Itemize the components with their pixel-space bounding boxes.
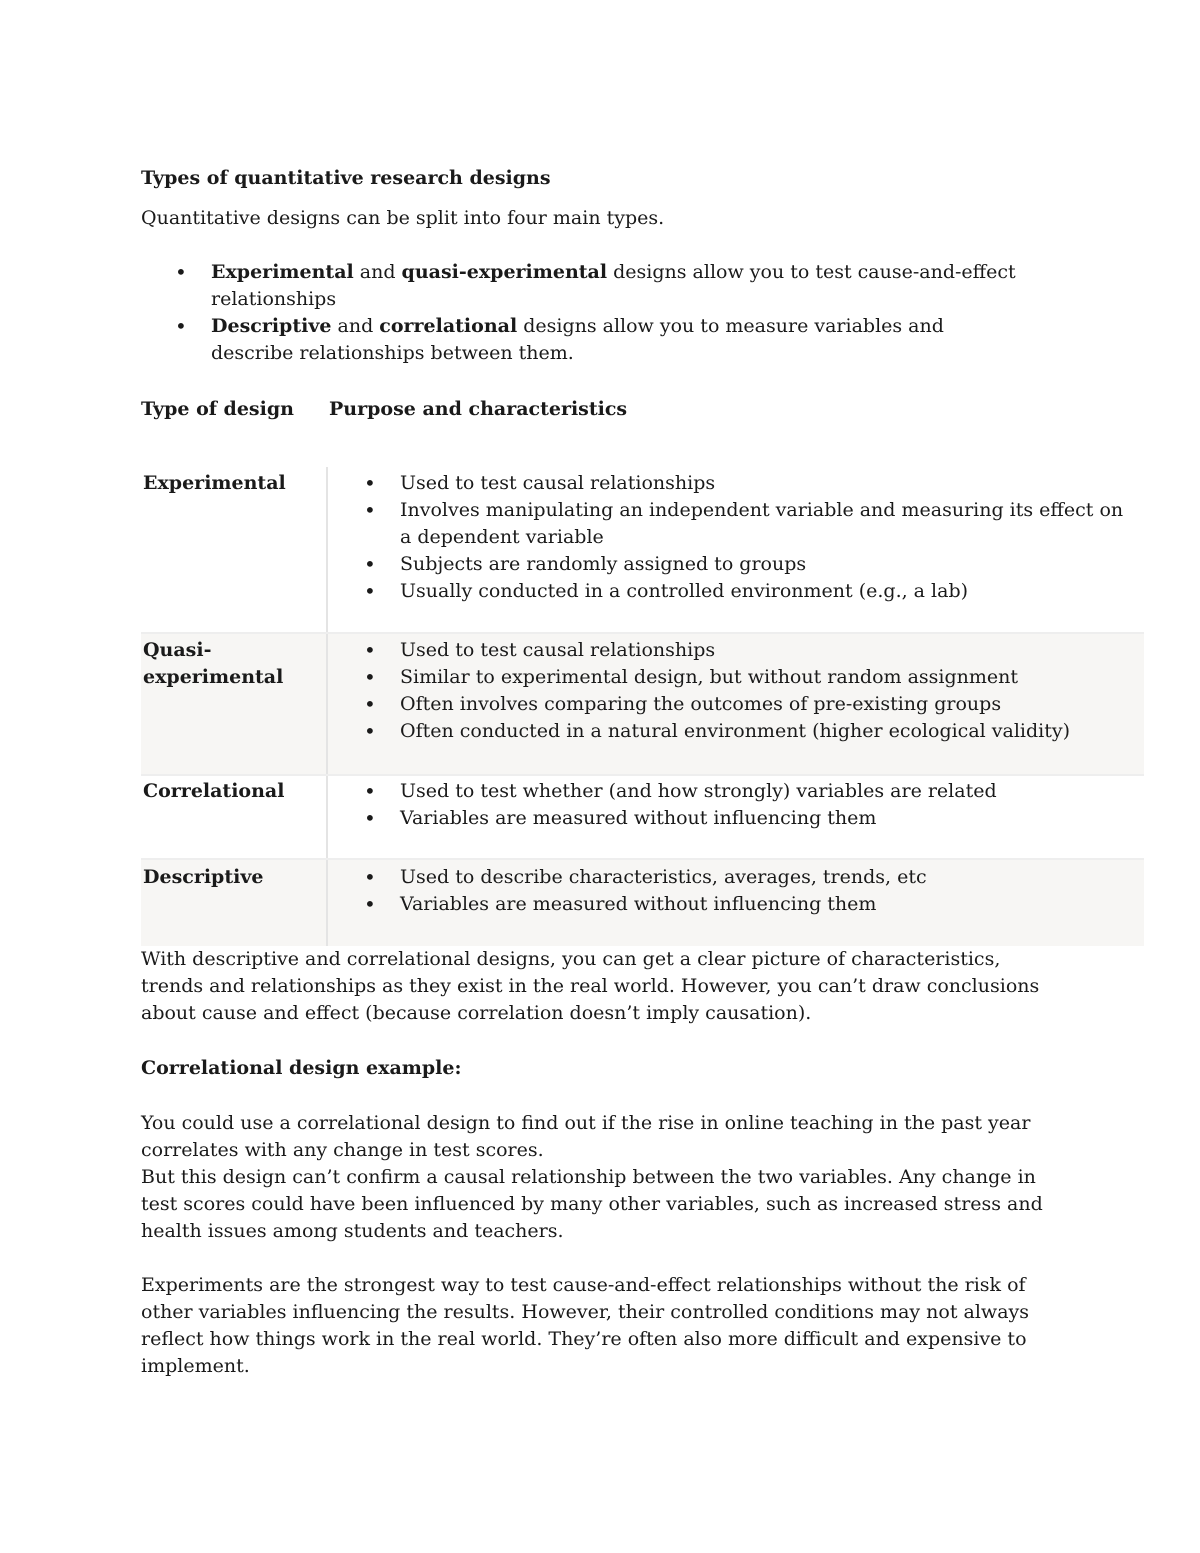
table-header-type: Type of design <box>141 398 294 420</box>
list-item: • Descriptive and correlational designs allow you to measure variables and describe relationships between them. <box>141 313 1021 367</box>
list-item: • Used to test causal relationships <box>328 470 1144 497</box>
list-item: • Used to test causal relationships <box>328 637 1144 664</box>
list-item: • Involves manipulating an independent variable and measuring its effect on a dependent variable <box>328 497 1144 551</box>
type-label: Experimental <box>143 472 286 494</box>
example-heading: Correlational design example: <box>141 1057 462 1079</box>
type-cell <box>141 776 328 858</box>
type-cell <box>141 860 328 946</box>
table-row <box>141 467 1144 632</box>
intro-paragraph: Quantitative designs can be split into four main types. <box>141 207 665 229</box>
list-item: • Used to describe characteristics, averages, trends, etc <box>328 864 1144 891</box>
characteristics-cell <box>328 470 1144 605</box>
characteristics-cell <box>328 864 1144 918</box>
example-paragraph-2: But this design can’t confirm a causal relationship between the two variables. Any change in test scores could have been influenced by many other variables, such as increased stress and health issues among students and teachers. <box>141 1166 1043 1242</box>
type-label: Quasi-experimental <box>143 639 284 688</box>
list-item: • Often conducted in a natural environment (higher ecological validity) <box>328 718 1144 745</box>
list-item: • Usually conducted in a controlled environment (e.g., a lab) <box>328 578 1144 605</box>
list-item: • Variables are measured without influencing them <box>328 805 1144 832</box>
list-item: • Subjects are randomly assigned to groups <box>328 551 1144 578</box>
list-item: • Variables are measured without influencing them <box>328 891 1144 918</box>
section-heading: Types of quantitative research designs <box>141 167 551 189</box>
list-item: • Often involves comparing the outcomes of pre-existing groups <box>328 691 1144 718</box>
example-paragraph-1: You could use a correlational design to find out if the rise in online teaching in the past year correlates with any change in test scores. <box>141 1112 1031 1161</box>
characteristics-cell <box>328 637 1144 745</box>
design-types-list <box>141 259 1021 367</box>
characteristics-cell <box>328 778 1144 832</box>
table-row <box>141 776 1144 858</box>
table-row <box>141 634 1144 774</box>
type-label: Correlational <box>143 780 285 802</box>
type-cell <box>141 467 328 632</box>
closing-paragraph: Experiments are the strongest way to test cause-and-effect relationships without the risk of other variables influencing the results. However, their controlled conditions may not always reflect how things work in the real world. They’re often also more difficult and expensive to implement. <box>141 1274 1030 1377</box>
list-item: • Similar to experimental design, but without random assignment <box>328 664 1144 691</box>
type-cell <box>141 634 328 774</box>
table-header-purpose: Purpose and characteristics <box>329 398 628 420</box>
list-item: • Used to test whether (and how strongly) variables are related <box>328 778 1144 805</box>
after-table-paragraph: With descriptive and correlational designs, you can get a clear picture of characteristics, trends and relationships as they exist in the real world. However, you can’t draw conclusions about cause and effect (because correlation doesn’t imply causation). <box>141 948 1040 1024</box>
list-item: • Experimental and quasi-experimental designs allow you to test cause-and-effect relationships <box>141 259 1021 313</box>
table-row <box>141 860 1144 946</box>
type-label: Descriptive <box>143 866 264 888</box>
